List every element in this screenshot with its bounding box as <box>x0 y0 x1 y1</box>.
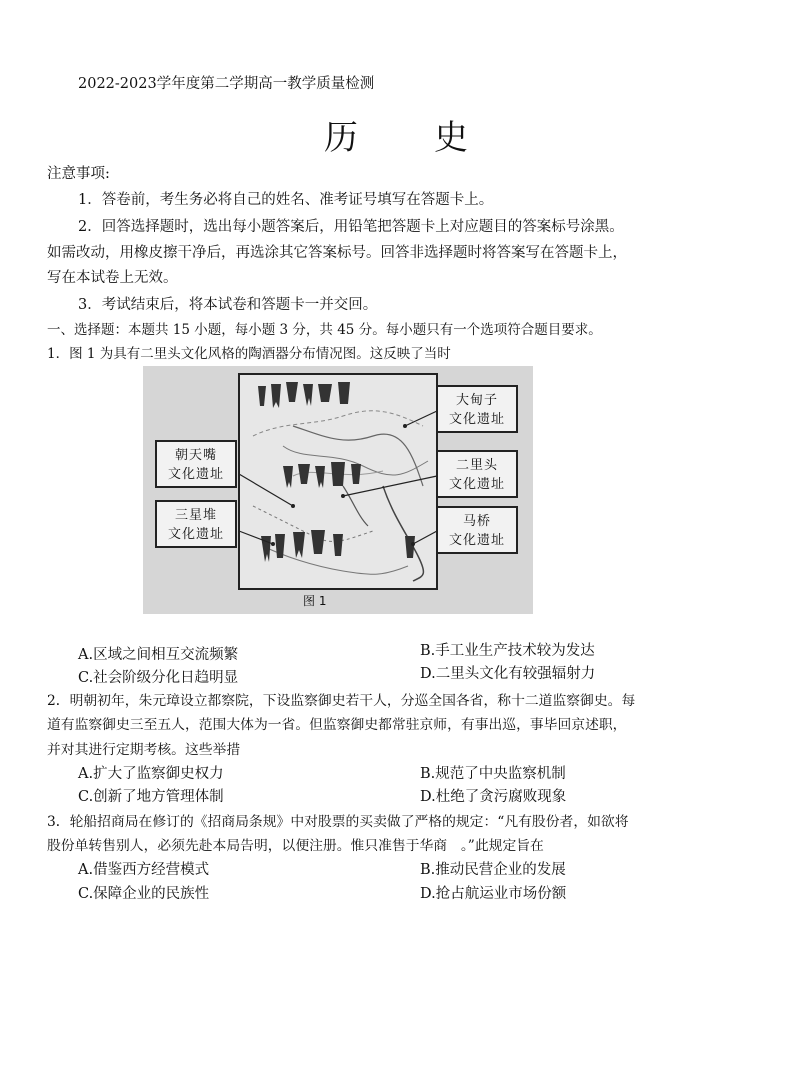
exam-header: 2022-2023学年度第二学期高一教学质量检测 <box>78 76 375 92</box>
label-chaotianzui-line-2: 文化遗址 <box>167 467 224 482</box>
notes-item-2-line-2: 如需改动，用橡皮擦干净后，再选涂其它答案标号。回答非选择题时将答案写在答题卡上， <box>47 245 627 261</box>
question-2-stem-line-1: 2．明朝初年，朱元璋设立都察院，下设监察御史若干人，分巡全国各省，称十二道监察御史。每 <box>47 693 636 709</box>
label-chaotianzui-line-1: 朝天嘴 <box>174 448 217 463</box>
q3-option-d: D.抢占航运业市场份额 <box>420 886 567 902</box>
subject-title <box>0 116 794 160</box>
label-maqiao-site <box>436 506 518 554</box>
notes-item-1: 1．答卷前，考生务必将自己的姓名、准考证号填写在答题卡上。 <box>78 192 494 208</box>
label-erlitou-site <box>436 450 518 498</box>
notes-item-3: 3．考试结束后，将本试卷和答题卡一并交回。 <box>78 297 378 313</box>
q2-option-b: B.规范了中央监察机制 <box>420 766 566 782</box>
label-erlitou-line-2: 文化遗址 <box>448 477 505 492</box>
q2-option-a: A.扩大了监察御史权力 <box>78 766 224 782</box>
q3-option-a: A.借鉴西方经营模式 <box>78 862 210 878</box>
question-3-stem-line-2: 股份单转售别人，必须先赴本局告明，以便注册。惟只准售于华商 。”此规定旨在 <box>47 838 544 854</box>
label-sanxingdui-site <box>155 500 237 548</box>
label-dadianzi-line-1: 大甸子 <box>455 393 498 408</box>
notes-item-2-line-3: 写在本试卷上无效。 <box>47 270 178 286</box>
label-maqiao-line-2: 文化遗址 <box>448 533 505 548</box>
section-1-heading: 一、选择题：本题共 15 小题，每小题 3 分，共 45 分。每小题只有一个选项符合题目要求。 <box>47 322 602 338</box>
q3-option-b: B.推动民营企业的发展 <box>420 862 566 878</box>
question-2-stem-line-3: 并对其进行定期考核。这些举措 <box>47 742 241 758</box>
notes-item-2-line-1: 2．回答选择题时，选出每小题答案后，用铅笔把答题卡上对应题目的答案标号涂黑。 <box>78 219 624 235</box>
label-dadianzi-site <box>436 385 518 433</box>
label-chaotianzui-site <box>155 440 237 488</box>
q2-option-d: D.杜绝了贪污腐败现象 <box>420 789 567 805</box>
title-char-2: 史 <box>434 118 470 158</box>
figure-1-map <box>143 366 533 614</box>
question-1-stem: 1．图 1 为具有二里头文化风格的陶酒器分布情况图。这反映了当时 <box>47 346 451 362</box>
q1-option-d: D.二里头文化有较强辐射力 <box>420 666 596 682</box>
q3-option-c: C.保障企业的民族性 <box>78 886 210 902</box>
title-char-1: 历 <box>324 118 360 158</box>
question-2-stem-line-2: 道有监察御史三至五人，范围大体为一省。但监察御史都常驻京师，有事出巡，事毕回京述职， <box>47 717 627 733</box>
label-sanxingdui-line-1: 三星堆 <box>174 508 217 523</box>
label-maqiao-line-1: 马桥 <box>462 514 491 529</box>
q1-option-c: C.社会阶级分化日趋明显 <box>78 670 239 686</box>
q1-option-b: B.手工业生产技术较为发达 <box>420 643 595 659</box>
figure-caption: 图 1 <box>303 594 327 608</box>
label-dadianzi-line-2: 文化遗址 <box>448 412 505 427</box>
label-sanxingdui-line-2: 文化遗址 <box>167 527 224 542</box>
label-erlitou-line-1: 二里头 <box>455 458 498 473</box>
notes-heading: 注意事项: <box>47 166 110 182</box>
q1-option-a: A.区域之间相互交流频繁 <box>78 647 239 663</box>
question-3-stem-line-1: 3．轮船招商局在修订的《招商局条规》中对股票的买卖做了严格的规定：“凡有股份者，如欲将 <box>47 814 629 830</box>
q2-option-c: C.创新了地方管理体制 <box>78 789 224 805</box>
